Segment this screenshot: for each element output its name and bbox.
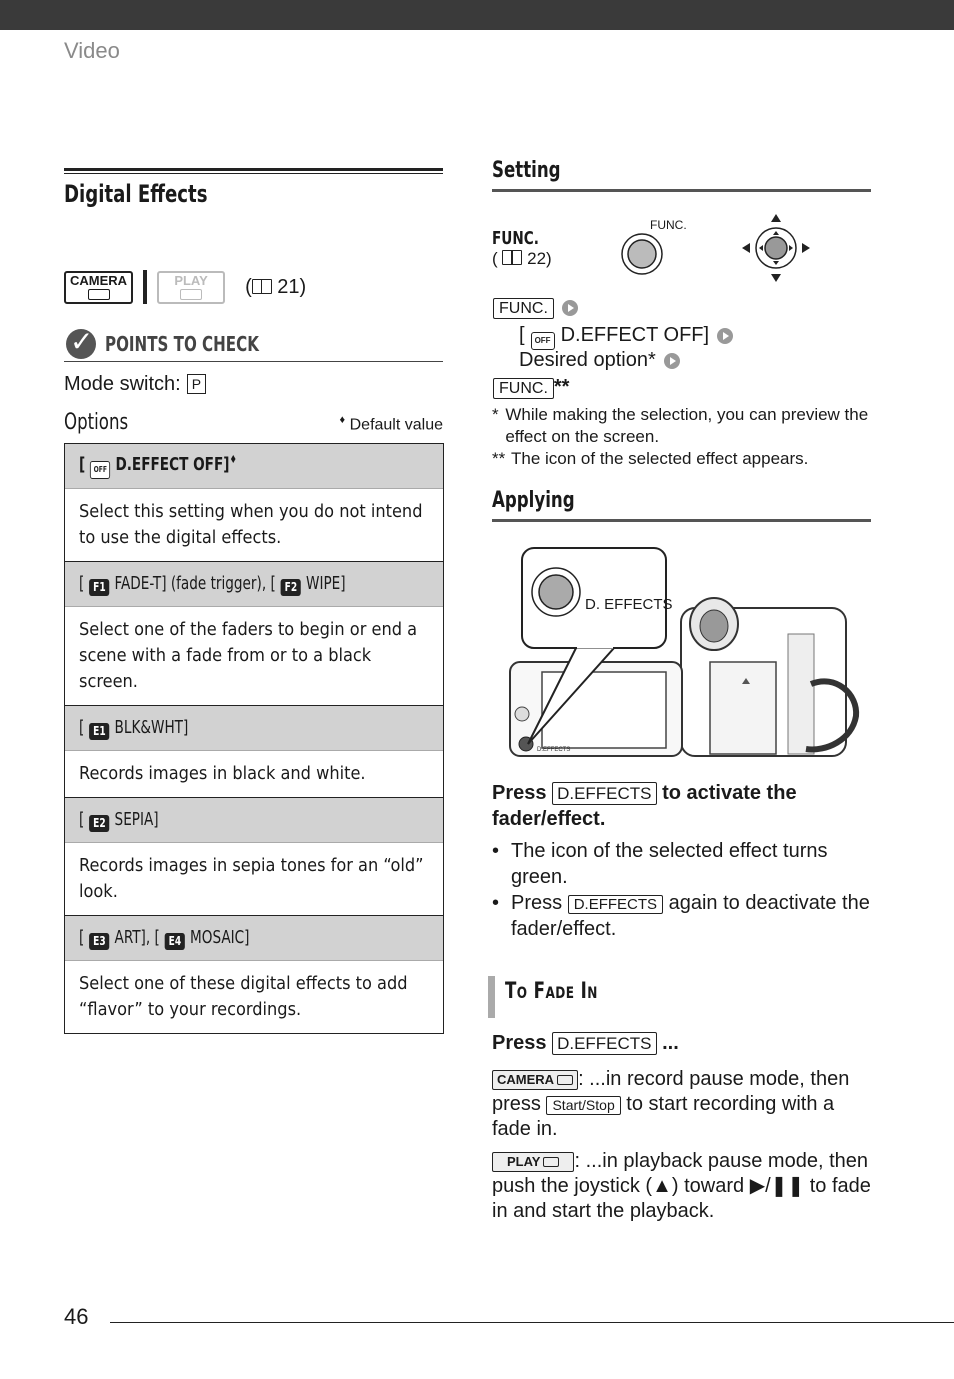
play-mode-icon: PLAY — [157, 271, 225, 304]
camera-mode-chip: CAMERA — [492, 1070, 578, 1090]
e1-icon: E1 — [89, 723, 109, 740]
cassette-icon — [543, 1157, 559, 1167]
top-bar — [0, 0, 954, 30]
applying-section — [492, 488, 871, 522]
title-rule — [64, 168, 443, 174]
page-number: 46 — [64, 1304, 89, 1329]
book-icon — [252, 279, 272, 294]
mode-switch: Mode switch: P — [64, 373, 206, 396]
applying-bullet-2: • Press D.EFFECTS again to deactivate the fader/effect. — [492, 890, 871, 942]
next-arrow-icon — [664, 353, 680, 369]
option-body-sepia: Records images in sepia tones for an “old” look. — [65, 842, 443, 915]
options-header: Options ♦ Default value — [64, 410, 443, 435]
play-mode-chip: PLAY — [492, 1152, 574, 1172]
option-body-off: Select this setting when you do not intend to use the digital effects. — [65, 488, 443, 561]
joystick-icon — [740, 212, 812, 284]
d-effects-key[interactable]: D.EFFECTS — [552, 782, 656, 805]
next-arrow-icon — [562, 300, 578, 316]
option-head-art: [ E3 ART], [ E4 MOSAIC] — [65, 915, 443, 960]
option-head-sepia: [ E2 SEPIA] — [65, 797, 443, 842]
f2-icon: F2 — [281, 579, 301, 596]
setting-header: Setting — [492, 158, 561, 183]
func-button-illustration: FUNC. — [620, 218, 690, 280]
next-arrow-icon — [717, 328, 733, 344]
default-marker: ♦ — [339, 414, 346, 426]
cassette-icon — [557, 1075, 573, 1085]
applying-text: Press D.EFFECTS to activate the fader/effect. • The icon of the selected effect turns green. • Press D.EFFECTS again to deactivate the fader/effect. — [492, 780, 871, 942]
left-column — [64, 168, 443, 208]
start-stop-key[interactable]: Start/Stop — [546, 1096, 620, 1115]
page-reference: ( 21) — [245, 275, 307, 298]
camera-mode-icon: CAMERA — [64, 271, 133, 304]
book-icon — [502, 250, 522, 265]
camcorder-illustration — [506, 544, 866, 760]
fade-camera-instruction: CAMERA : ...in record pause mode, then press Start/Stop to start recording with a fade in. — [492, 1068, 850, 1140]
func-button-icon — [620, 232, 664, 276]
fade-press: Press D.EFFECTS ... — [492, 1032, 679, 1054]
setting-section — [492, 158, 871, 192]
applying-bullet-1: • The icon of the selected effect turns green. — [492, 838, 871, 890]
points-to-check — [64, 327, 443, 362]
option-head-fade: [ F1 FADE-T] (fade trigger), [ F2 WIPE] — [65, 561, 443, 606]
svg-text:D.EFFECTS: D.EFFECTS — [537, 747, 571, 753]
applying-header: Applying — [492, 488, 575, 513]
mode-separator — [143, 270, 147, 304]
points-to-check-label: POINTS TO CHECK — [105, 332, 259, 356]
footer-rule — [110, 1322, 954, 1323]
section-tag: Video — [64, 38, 120, 63]
setting-step-4: FUNC. ** — [493, 376, 569, 399]
checkmark-icon — [66, 329, 96, 359]
option-head-off: [ OFF D.EFFECT OFF]♦ — [65, 444, 443, 488]
callout-label: D. EFFECTS — [585, 596, 673, 613]
effect-off-icon: OFF — [90, 461, 110, 479]
e2-icon: E2 — [89, 815, 109, 832]
setting-step-1 — [493, 296, 578, 319]
e3-icon: E3 — [89, 933, 109, 950]
e4-icon: E4 — [165, 933, 185, 950]
setting-step-2: [ OFF D.EFFECT OFF] — [519, 324, 733, 350]
d-effects-key[interactable]: D.EFFECTS — [552, 1032, 656, 1055]
func-key[interactable]: FUNC. — [493, 298, 554, 319]
setting-notes: * While making the selection, you can preview the effect on the screen. ** The icon of the selected effect appears. — [492, 405, 869, 468]
to-fade-in-header: TO FADE IN — [488, 976, 878, 1018]
func-ref: FUNC. ( 22) — [492, 228, 552, 268]
func-key[interactable]: FUNC. — [493, 378, 554, 399]
option-head-bw: [ E1 BLK&WHT] — [65, 705, 443, 750]
setting-step-3: Desired option* — [519, 349, 680, 372]
up-triangle-icon: ▲ — [652, 1175, 672, 1197]
mode-switch-value: P — [187, 374, 206, 394]
option-body-art: Select one of these digital effects to add “flavor” to your recordings. — [65, 960, 443, 1033]
option-body-fade: Select one of the faders to begin or end a scene with a fade from or to a black screen. — [65, 606, 443, 705]
mode-badges — [64, 270, 306, 304]
page-title: Digital Effects — [64, 180, 208, 208]
f1-icon: F1 — [89, 579, 109, 596]
d-effects-key[interactable]: D.EFFECTS — [568, 895, 663, 914]
play-pause-icon: ▶/❚❚ — [749, 1175, 805, 1197]
option-body-bw: Records images in black and white. — [65, 750, 443, 797]
options-table — [64, 443, 444, 1034]
fade-play-instruction: PLAY : ...in playback pause mode, then push the joystick (▲) toward ▶/❚❚ to fade in and start the playback. — [492, 1150, 871, 1222]
effect-off-icon: OFF — [531, 332, 555, 350]
